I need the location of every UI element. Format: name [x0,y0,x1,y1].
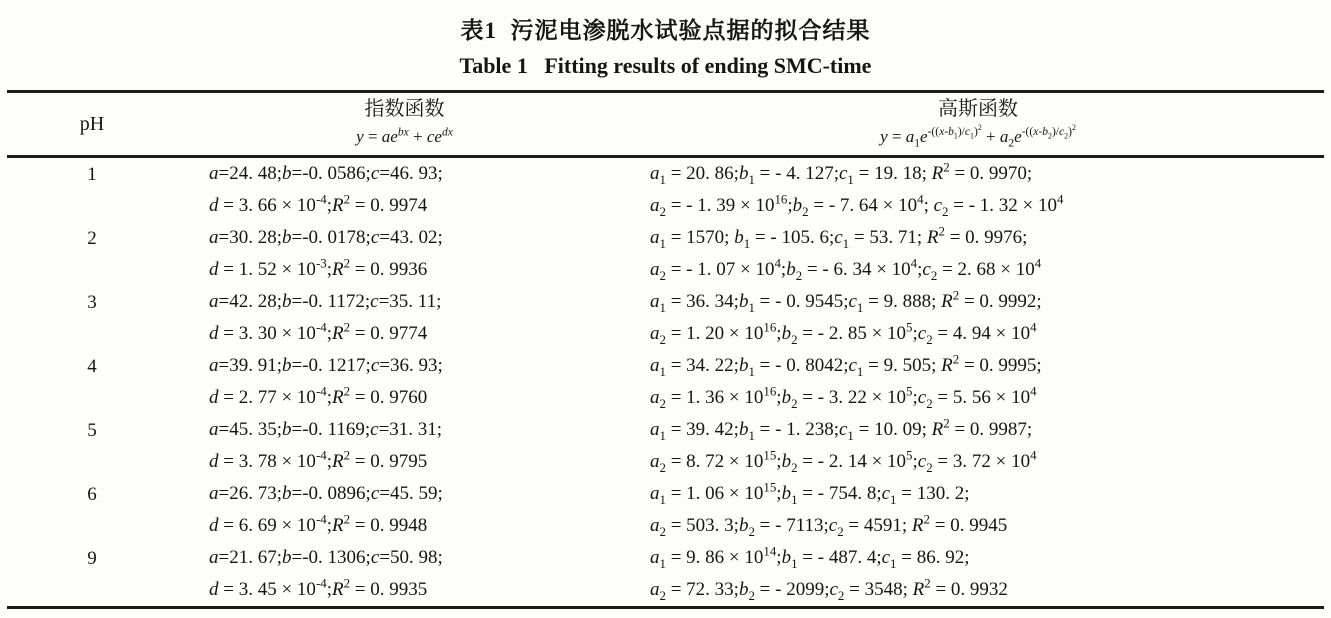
exponential-params-line: d = 1. $52 \times 10^{-3};R^2 = 0$. 9936 [209,255,428,280]
gaussian-params-line: $a_2 = 1$. $20 \times 10^{16};b_2$ = - 2. $85 \times 10^5;c_2 = 4$. $94 \times 10^4$ [650,319,1037,347]
exp-params-cell [177,158,632,222]
table-row [7,222,1324,286]
exponential-params-line: d = 6. $69 \times 10^{-4};R^2 = 0$. 9948 [209,511,428,536]
gaussian-params-line: $a_2 = 72$. $33;b_2$ = - $2099;c_2 = 3548$; $R^2 = 0$. 9932 [650,575,1008,603]
exponential-params-line: a=24. 48;b=-0. 0586;c=46. 93; [209,163,443,184]
table-body [7,158,1324,609]
gaussian-params-line: $a_1 = 1570$; $b_1$ = - 105. $6;c_1 = 53$. 71; $R^2 = 0$. 9976; [650,223,1028,251]
gaussian-function-formula: $y = a_1e^{-((x-b_1)/c_1)^2} + a_2e^{-((x-b_2)/c_2)^2}$ [880,123,1076,150]
ph-value: 4 [87,356,97,377]
table-row [7,158,1324,222]
gaussian-params-line: $a_1 = 1$. $06 \times 10^{15};b_1$ = - 754. $8;c_1 = 130$. 2; [650,479,970,507]
table-row [7,478,1324,542]
exp-params-cell [177,350,632,414]
ph-value: 6 [87,484,97,505]
exponential-params-line: d = 2. $77 \times 10^{-4};R^2 = 0$. 9760 [209,383,428,408]
ph-value: 3 [87,292,97,313]
exponential-params-line: a=42. 28;b=-0. 1172;c=35. 11; [209,291,442,312]
exponential-params-line: d = 3. $78 \times 10^{-4};R^2 = 0$. 9795 [209,447,428,472]
table-title-english: Table 1 Fitting results of ending SMC-time [459,53,872,78]
gaussian-params-line: $a_2 = 1$. $36 \times 10^{16};b_2$ = - 3. $22 \times 10^5;c_2 = 5$. $56 \times 10^4$ [650,383,1037,411]
exponential-params-line: a=26. 73;b=-0. 0896;c=45. 59; [209,483,443,504]
gaussian-params-line: $a_1 = 39$. $42;b_1$ = - 1. $238;c_1 = 10$. 09; $R^2 = 0$. 9987; [650,415,1033,443]
exponential-function-formula: $y = ae^{bx} + ce^{dx}$ [356,125,453,146]
gauss-params-cell [632,414,1324,478]
gauss-params-cell [632,222,1324,286]
exponential-function-label: 指数函数 [364,98,445,120]
gaussian-function-label: 高斯函数 [938,98,1018,120]
exp-params-cell [177,222,632,286]
exponential-params-line: d = 3. $66 \times 10^{-4};R^2 = 0$. 9974 [209,191,428,216]
gaussian-params-line: $a_1 = 36$. $34;b_1$ = - 0. $9545;c_1 = 9$. 888; $R^2 = 0$. 9992; [650,287,1042,315]
exponential-params-line: d = 3. $45 \times 10^{-4};R^2 = 0$. 9935 [209,575,428,600]
gauss-params-cell [632,478,1324,542]
table-row [7,414,1324,478]
table-row [7,542,1324,606]
exp-params-cell [177,414,632,478]
table-row [7,350,1324,414]
gaussian-params-line: $a_1 = 20$. $86;b_1$ = - 4. $127;c_1 = 19$. 18; $R^2 = 0$. 9970; [650,159,1033,187]
column-header-exponential [177,93,632,155]
exponential-params-line: a=39. 91;b=-0. 1217;c=36. 93; [209,355,443,376]
gaussian-params-line: $a_1 = 34$. $22;b_1$ = - 0. $8042;c_1 = 9$. 505; $R^2 = 0$. 9995; [650,351,1042,379]
gauss-params-cell [632,350,1324,414]
gaussian-params-line: $a_2$ = - 1. $07 \times 10^4;b_2$ = - 6. $34 \times 10^4;c_2 = 2$. $68 \times 10^4$ [650,255,1042,283]
exponential-params-line: a=21. 67;b=-0. 1306;c=50. 98; [209,547,443,568]
ph-value: 1 [87,164,97,185]
table-row [7,286,1324,350]
exp-params-cell [177,542,632,606]
ph-value: 9 [87,548,97,569]
exp-params-cell [177,286,632,350]
column-header-gaussian [632,93,1324,155]
gaussian-params-line: $a_2 = 503$. $3;b_2$ = - $7113;c_2 = 4591$; $R^2 = 0$. 9945 [650,511,1008,539]
exponential-params-line: a=45. 35;b=-0. 1169;c=31. 31; [209,419,443,440]
gaussian-params-line: $a_2 = 8$. $72 \times 10^{15};b_2$ = - 2. $14 \times 10^5;c_2 = 3$. $72 \times 10^4$ [650,447,1037,475]
exponential-params-line: a=30. 28;b=-0. 0178;c=43. 02; [209,227,443,248]
table-header-row [7,90,1324,158]
gaussian-params-line: $a_2$ = - 1. $39 \times 10^{16};b_2$ = - 7. $64 \times 10^4$; $c_2$ = - 1. $32 \times 10^4$ [650,191,1064,219]
ph-value: 2 [87,228,97,249]
table-title-chinese: 表1 污泥电渗脱水试验点据的拟合结果 [460,18,871,43]
exp-params-cell [177,478,632,542]
gauss-params-cell [632,158,1324,222]
fitting-results-table [7,90,1324,609]
ph-value: 5 [87,420,97,441]
gaussian-params-line: $a_1 = 9$. $86 \times 10^{14};b_1$ = - 487. $4;c_1 = 86$. 92; [650,543,970,571]
exponential-params-line: d = 3. $30 \times 10^{-4};R^2 = 0$. 9774 [209,319,428,344]
gauss-params-cell [632,286,1324,350]
column-header-ph: pH [79,112,105,135]
gauss-params-cell [632,542,1324,606]
